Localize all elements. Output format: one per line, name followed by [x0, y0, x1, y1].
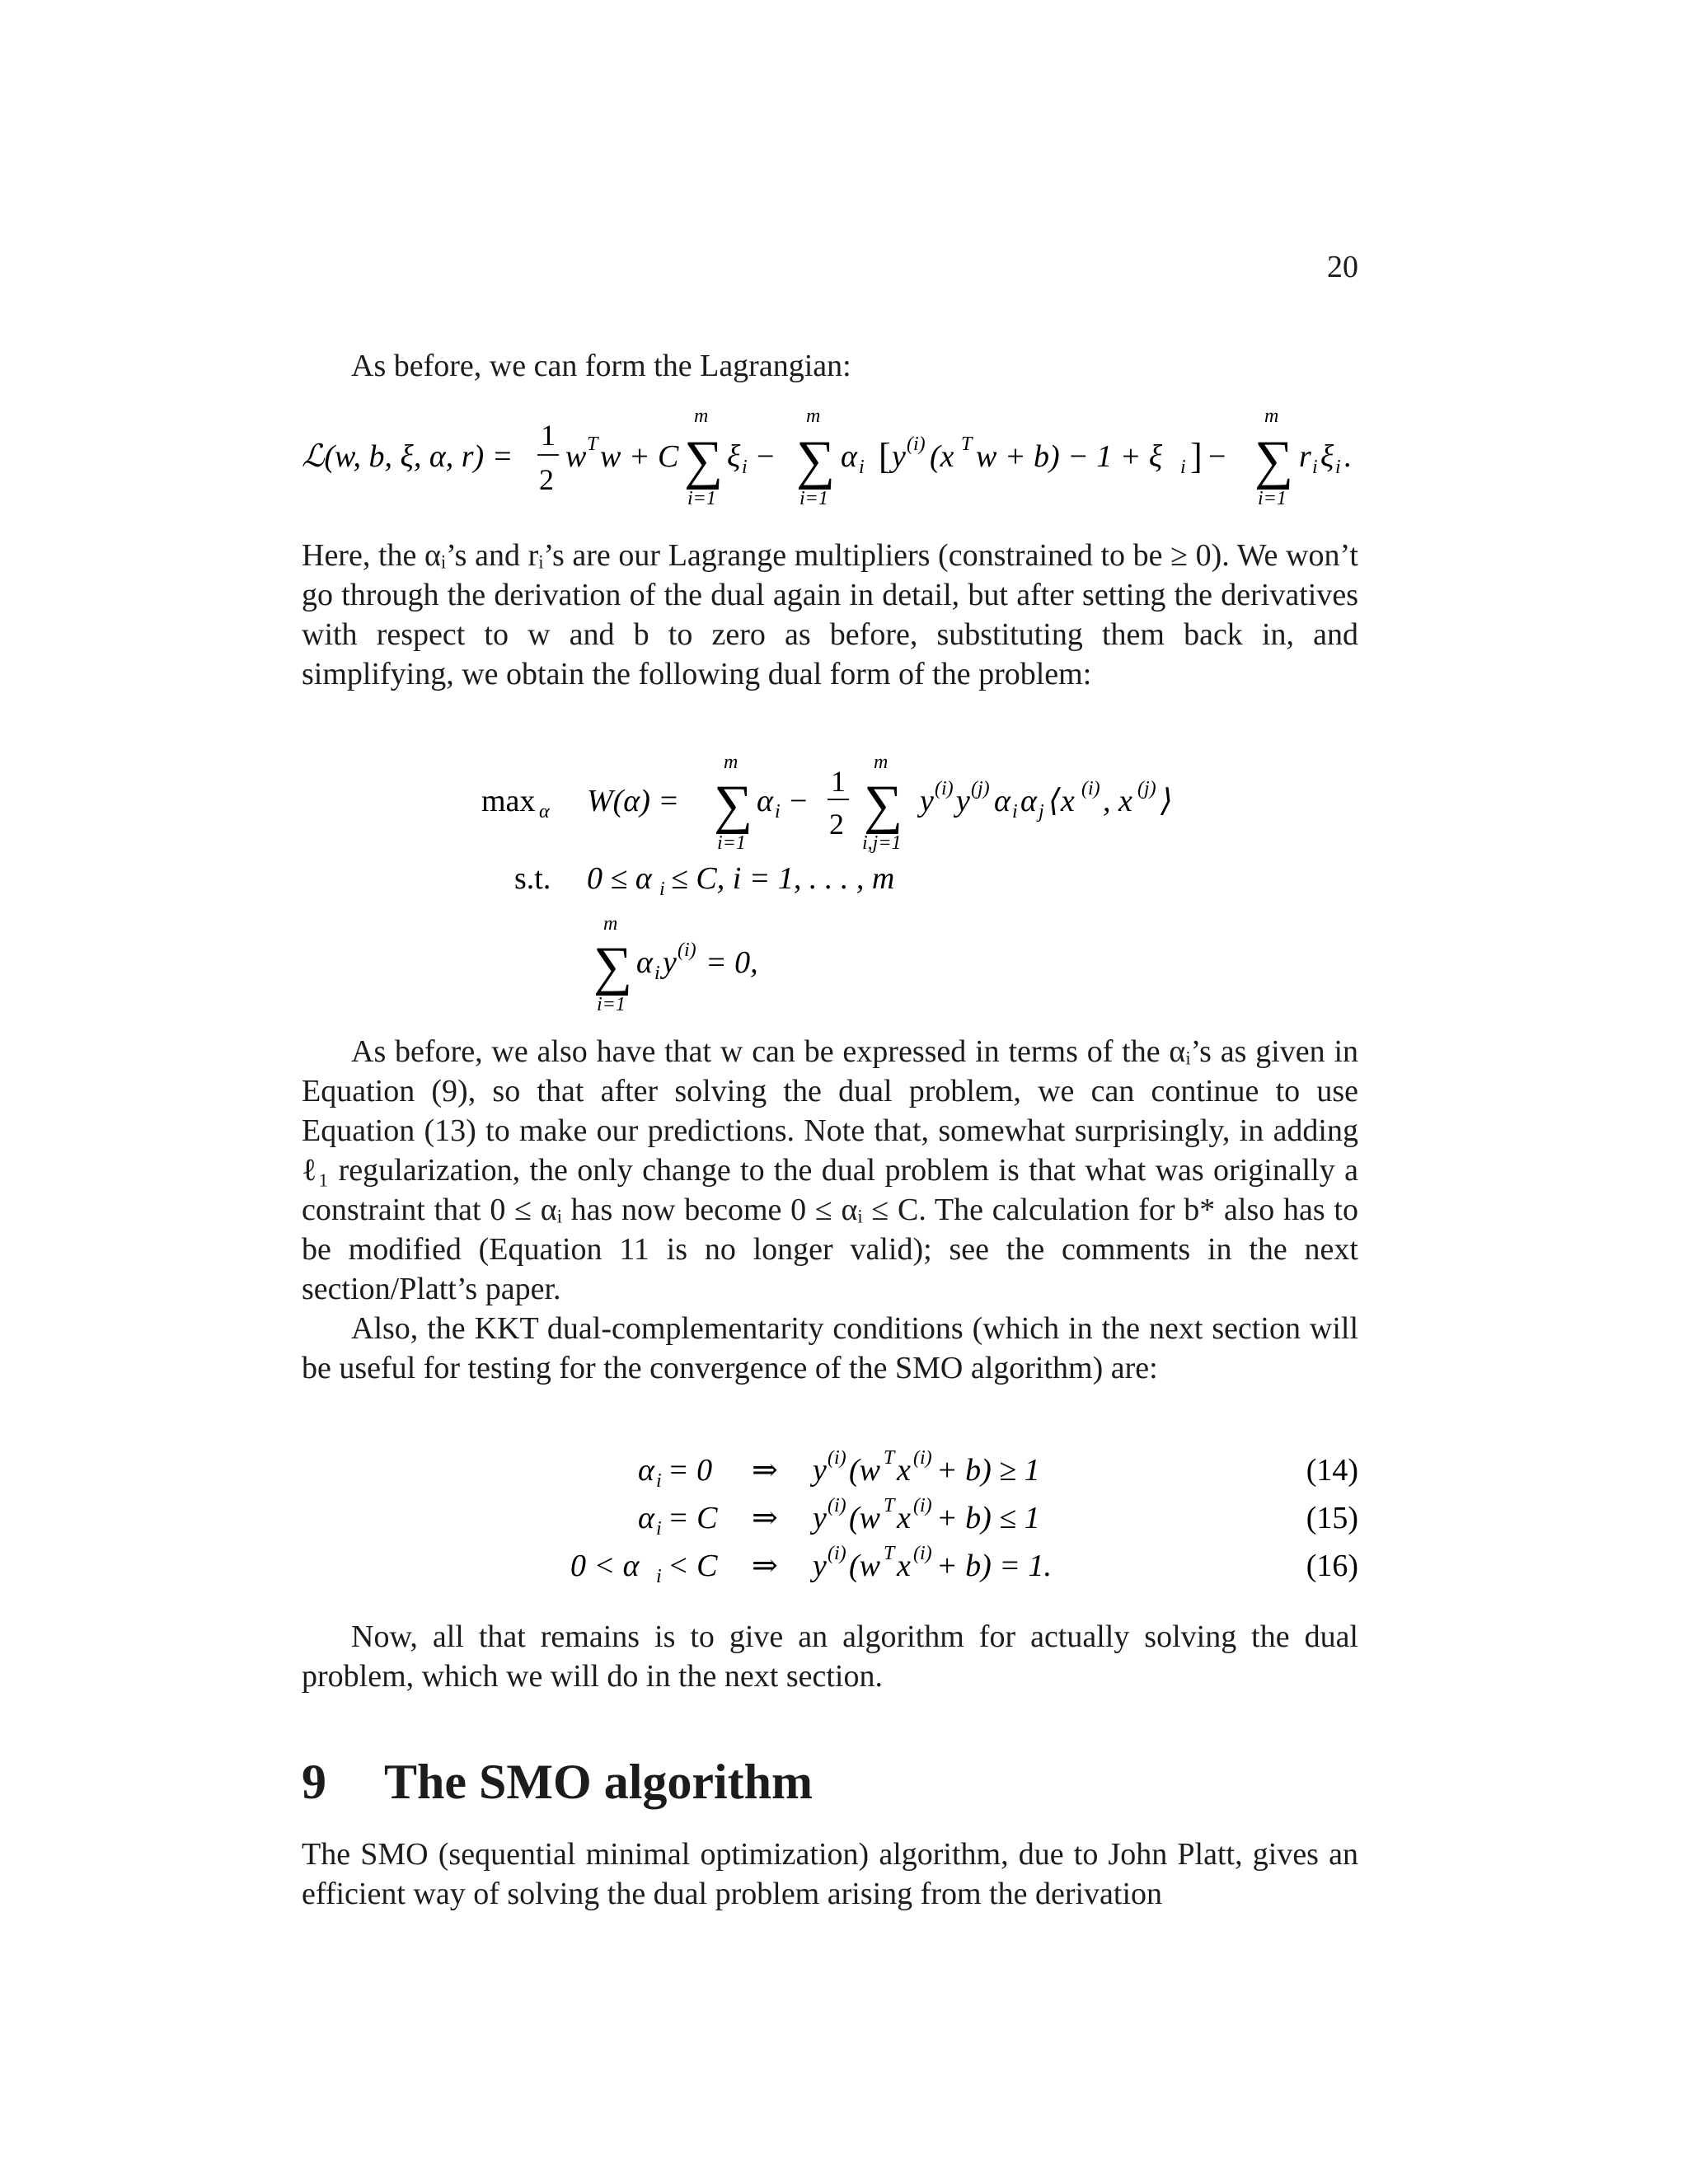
- svg-text:i=1: i=1: [597, 994, 626, 1014]
- svg-text:α: α: [757, 784, 773, 818]
- svg-text:max: max: [481, 784, 536, 818]
- kkt-conditions: [302, 1451, 1358, 1591]
- svg-text:(x: (x: [930, 439, 954, 474]
- svg-text:(i): (i): [935, 778, 954, 799]
- svg-text:α: α: [539, 801, 550, 823]
- svg-text:x: x: [897, 1501, 911, 1535]
- svg-text:r: r: [1299, 439, 1311, 474]
- svg-text:= C: = C: [668, 1501, 718, 1535]
- svg-text:(w: (w: [849, 1549, 880, 1583]
- svg-text:j: j: [1039, 801, 1044, 823]
- svg-text:(i): (i): [907, 434, 926, 455]
- svg-text:α: α: [636, 945, 653, 980]
- svg-text:(w: (w: [849, 1453, 880, 1488]
- svg-text:i,j=1: i,j=1: [862, 832, 902, 854]
- svg-text:W(α) =: W(α) =: [587, 784, 680, 818]
- section-heading: [302, 1754, 813, 1811]
- svg-text:T: T: [961, 434, 973, 455]
- svg-text:(i): (i): [678, 940, 696, 961]
- svg-text:m: m: [694, 405, 709, 427]
- svg-text:y: y: [920, 784, 934, 818]
- svg-text:(j): (j): [971, 778, 990, 799]
- svg-text:w: w: [565, 439, 587, 474]
- svg-text:m: m: [874, 752, 889, 773]
- svg-text:i=1: i=1: [687, 488, 716, 509]
- svg-text:< C: < C: [668, 1549, 718, 1583]
- paragraph-w-expression: As before, we also have that w can be expressed in terms of the αᵢ’s as given in Equation (9), so that after solving the dual problem, we can continue to use Equation (13) to make our predictions. Note that, somewhat surprisingly, in adding ℓ₁ regularization, the only change to the dual problem is that what was originally a constraint that 0 ≤ αᵢ has now become 0 ≤ αᵢ ≤ C. The calculation for b* also has to be modified (Equation 11 is no longer valid); see the comments in the next section/Platt’s paper.: [302, 1034, 1358, 1306]
- svg-text:∑: ∑: [1254, 430, 1294, 490]
- svg-text:⇒: ⇒: [752, 1453, 778, 1488]
- svg-text:m: m: [724, 752, 738, 773]
- svg-text:x: x: [897, 1453, 911, 1488]
- paragraph-multipliers: Here, the αᵢ’s and rᵢ’s are our Lagrange multipliers (constrained to be ≥ 0). We won’t go through the derivation of the dual again in detail, but after setting the derivatives with respect to w and b to zero as before, substituting them back in, and simplifying, we obtain the following dual form of the problem:: [302, 538, 1358, 691]
- svg-text:= 0,: = 0,: [706, 945, 758, 980]
- svg-text:α: α: [638, 1453, 654, 1488]
- svg-text:(i): (i): [913, 1451, 932, 1469]
- svg-text:w + C: w + C: [600, 439, 679, 474]
- eq-label-16: (16): [1306, 1549, 1358, 1583]
- svg-text:(j): (j): [1137, 778, 1156, 799]
- svg-text:.: .: [1343, 439, 1352, 474]
- svg-text:T: T: [884, 1543, 895, 1564]
- svg-text:α: α: [841, 439, 857, 474]
- page-number: 20: [1327, 250, 1358, 284]
- svg-text:s.t.: s.t.: [514, 861, 551, 896]
- section-title: The SMO algorithm: [384, 1755, 813, 1809]
- svg-text:≤ C, i = 1, . . . , m: ≤ C, i = 1, . . . , m: [671, 861, 895, 896]
- svg-text:y: y: [663, 945, 677, 980]
- section-number: 9: [302, 1755, 326, 1809]
- eq-label-15: (15): [1306, 1501, 1358, 1535]
- svg-text:w + b) − 1 + ξ: w + b) − 1 + ξ: [976, 439, 1163, 474]
- svg-text:i: i: [656, 1470, 662, 1492]
- svg-text:m: m: [806, 405, 821, 427]
- svg-text:(i): (i): [828, 1451, 846, 1469]
- svg-text:α: α: [1020, 784, 1037, 818]
- svg-text:m: m: [1264, 405, 1279, 427]
- svg-text:T: T: [884, 1495, 895, 1516]
- svg-text:(i): (i): [1081, 778, 1100, 799]
- svg-text:2: 2: [829, 808, 844, 841]
- svg-text:x: x: [897, 1549, 911, 1583]
- svg-text:m: m: [603, 913, 618, 935]
- svg-text:α: α: [638, 1501, 654, 1535]
- svg-text:i=1: i=1: [799, 488, 828, 509]
- svg-text:∑: ∑: [593, 936, 633, 996]
- svg-text:⟩: ⟩: [1160, 784, 1173, 818]
- svg-text:∑: ∑: [864, 775, 903, 835]
- svg-text:2: 2: [539, 463, 554, 496]
- svg-text:(w: (w: [849, 1501, 880, 1535]
- svg-text:= 0: = 0: [668, 1453, 713, 1488]
- svg-text:∑: ∑: [714, 775, 753, 835]
- svg-text:i: i: [1335, 457, 1341, 478]
- svg-text:y: y: [956, 784, 970, 818]
- svg-text:i: i: [1312, 457, 1318, 478]
- svg-text:α: α: [994, 784, 1010, 818]
- svg-text:T: T: [884, 1451, 895, 1469]
- svg-text:ξ: ξ: [727, 439, 741, 474]
- svg-text:(i): (i): [913, 1495, 932, 1516]
- svg-text:0 < α: 0 < α: [570, 1549, 640, 1583]
- svg-text:i: i: [742, 457, 748, 478]
- svg-text:⟨x: ⟨x: [1048, 784, 1075, 818]
- dual-problem-equation: [302, 750, 1358, 1014]
- svg-text:−: −: [1208, 439, 1226, 474]
- svg-text:1: 1: [541, 419, 556, 452]
- svg-text:i: i: [1012, 801, 1018, 823]
- paragraph-kkt: Also, the KKT dual-complementarity conditions (which in the next section will be useful for testing for the convergence of the SMO algorithm) are:: [302, 1311, 1358, 1385]
- svg-text:y: y: [813, 1453, 827, 1488]
- svg-text:+ b) = 1.: + b) = 1.: [936, 1549, 1052, 1583]
- svg-text:∑: ∑: [684, 430, 724, 490]
- svg-text:(i): (i): [828, 1495, 846, 1516]
- svg-text:i=1: i=1: [1258, 488, 1287, 509]
- svg-text:, x: , x: [1103, 784, 1132, 818]
- svg-text:0 ≤ α: 0 ≤ α: [587, 861, 652, 896]
- svg-text:−: −: [757, 439, 775, 474]
- svg-text:i: i: [656, 1566, 662, 1587]
- svg-text:+ b) ≤ 1: + b) ≤ 1: [936, 1501, 1040, 1535]
- svg-text:i: i: [656, 1518, 662, 1540]
- svg-text:i: i: [859, 457, 865, 478]
- paragraph-remaining: Now, all that remains is to give an algorithm for actually solving the dual problem, which we will do in the next section.: [302, 1619, 1358, 1694]
- svg-text:]: ]: [1190, 436, 1203, 476]
- svg-text:i: i: [1180, 457, 1186, 478]
- svg-text:[: [: [879, 436, 891, 476]
- svg-text:1: 1: [831, 765, 846, 798]
- svg-text:(i): (i): [828, 1543, 846, 1564]
- eq-label-14: (14): [1306, 1453, 1358, 1488]
- svg-text:⇒: ⇒: [752, 1501, 778, 1535]
- svg-text:ξ: ξ: [1320, 439, 1334, 474]
- svg-text:T: T: [587, 434, 598, 455]
- svg-text:i: i: [654, 963, 660, 984]
- svg-text:y: y: [892, 439, 906, 474]
- paragraph-smo-intro: The SMO (sequential minimal optimization) algorithm, due to John Platt, gives an efficient way of solving the dual problem arising from the derivation: [302, 1837, 1358, 1911]
- lagrangian-equation: [302, 404, 1358, 519]
- svg-text:i: i: [775, 801, 781, 823]
- paragraph-lagrangian-intro: As before, we can form the Lagrangian:: [351, 349, 851, 383]
- svg-text:ℒ(w, b, ξ, α, r) =: ℒ(w, b, ξ, α, r) =: [302, 439, 513, 474]
- svg-text:i: i: [659, 879, 665, 900]
- svg-text:(i): (i): [913, 1543, 932, 1564]
- svg-text:∑: ∑: [796, 430, 836, 490]
- svg-text:y: y: [813, 1501, 827, 1535]
- svg-text:−: −: [790, 784, 808, 818]
- svg-text:+ b) ≥ 1: + b) ≥ 1: [936, 1453, 1040, 1488]
- svg-text:y: y: [813, 1549, 827, 1583]
- svg-text:i=1: i=1: [717, 832, 746, 854]
- svg-text:⇒: ⇒: [752, 1549, 778, 1583]
